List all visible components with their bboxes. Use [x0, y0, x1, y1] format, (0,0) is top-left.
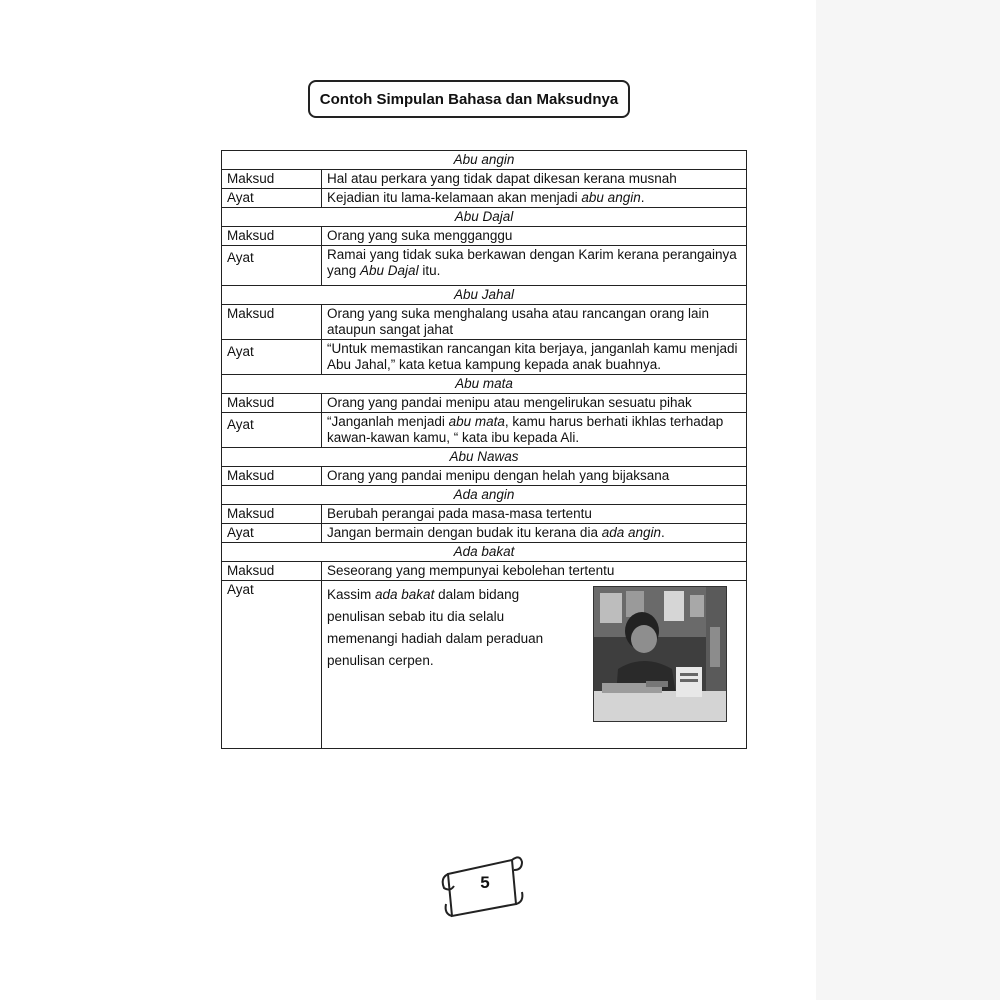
entry-term: Abu Jahal — [222, 286, 747, 305]
ayat-row — [222, 524, 747, 543]
entry-header-row — [222, 543, 747, 562]
entry-term: Abu mata — [222, 375, 747, 394]
entry-term: Ada angin — [222, 486, 747, 505]
maksud-label: Maksud — [222, 505, 322, 524]
maksud-row — [222, 305, 747, 340]
entry-header-row — [222, 286, 747, 305]
maksud-row — [222, 562, 747, 581]
maksud-text: Orang yang suka menghalang usaha atau rancangan orang lain ataupun sangat jahat — [322, 305, 747, 340]
ayat-cell — [322, 581, 747, 749]
maksud-row — [222, 467, 747, 486]
ayat-row — [222, 246, 747, 286]
ayat-row — [222, 340, 747, 375]
ayat-row — [222, 581, 747, 749]
entry-header-row — [222, 208, 747, 227]
maksud-text: Berubah perangai pada masa-masa tertentu — [322, 505, 747, 524]
maksud-text: Orang yang pandai menipu dengan helah yang bijaksana — [322, 467, 747, 486]
entry-term: Abu Nawas — [222, 448, 747, 467]
maksud-text: Orang yang suka mengganggu — [322, 227, 747, 246]
maksud-label: Maksud — [222, 467, 322, 486]
ayat-row — [222, 189, 747, 208]
ayat-text: Ramai yang tidak suka berkawan dengan Karim kerana perangainya yang Abu Dajal itu. — [322, 246, 747, 286]
page-title-text: Contoh Simpulan Bahasa dan Maksudnya — [319, 90, 619, 108]
entry-header-row — [222, 448, 747, 467]
entry-term: Abu angin — [222, 151, 747, 170]
maksud-row — [222, 170, 747, 189]
maksud-text: Seseorang yang mempunyai kebolehan tertentu — [322, 562, 747, 581]
ayat-row — [222, 413, 747, 448]
entry-header-row — [222, 151, 747, 170]
writer-photo-image — [594, 587, 726, 721]
maksud-text: Orang yang pandai menipu atau mengelirukan sesuatu pihak — [322, 394, 747, 413]
maksud-label: Maksud — [222, 305, 322, 340]
entry-term: Ada bakat — [222, 543, 747, 562]
ayat-text: “Untuk memastikan rancangan kita berjaya, janganlah kamu menjadi Abu Jahal,” kata ketua kampung kepada anak buahnya. — [322, 340, 747, 375]
ayat-label: Ayat — [222, 340, 322, 375]
page-title — [308, 80, 630, 118]
idiom-table — [221, 150, 747, 749]
maksud-row — [222, 227, 747, 246]
maksud-text: Hal atau perkara yang tidak dapat dikesan kerana musnah — [322, 170, 747, 189]
page-number: 5 — [480, 873, 490, 892]
ayat-label: Ayat — [222, 246, 322, 286]
entry-term: Abu Dajal — [222, 208, 747, 227]
ayat-with-photo — [327, 582, 741, 722]
ayat-text: Kejadian itu lama-kelamaan akan menjadi abu angin. — [322, 189, 747, 208]
ayat-label: Ayat — [222, 581, 322, 749]
maksud-row — [222, 394, 747, 413]
maksud-label: Maksud — [222, 394, 322, 413]
page-margin-strip — [816, 0, 1000, 1000]
entry-header-row — [222, 486, 747, 505]
maksud-label: Maksud — [222, 562, 322, 581]
ayat-label: Ayat — [222, 524, 322, 543]
ayat-text: “Janganlah menjadi abu mata, kamu harus berhati ikhlas terhadap kawan-kawan kamu, “ kata ibu kepada Ali. — [322, 413, 747, 448]
ayat-text: Kassim ada bakat dalam bidang penulisan sebab itu dia selalu memenangi hadiah dalam peraduan penulisan cerpen. — [327, 587, 544, 668]
ayat-text: Jangan bermain dengan budak itu kerana dia ada angin. — [322, 524, 747, 543]
maksud-row — [222, 505, 747, 524]
ayat-label: Ayat — [222, 413, 322, 448]
writer-photo — [593, 586, 727, 722]
maksud-label: Maksud — [222, 227, 322, 246]
entry-header-row — [222, 375, 747, 394]
maksud-label: Maksud — [222, 170, 322, 189]
ayat-label: Ayat — [222, 189, 322, 208]
